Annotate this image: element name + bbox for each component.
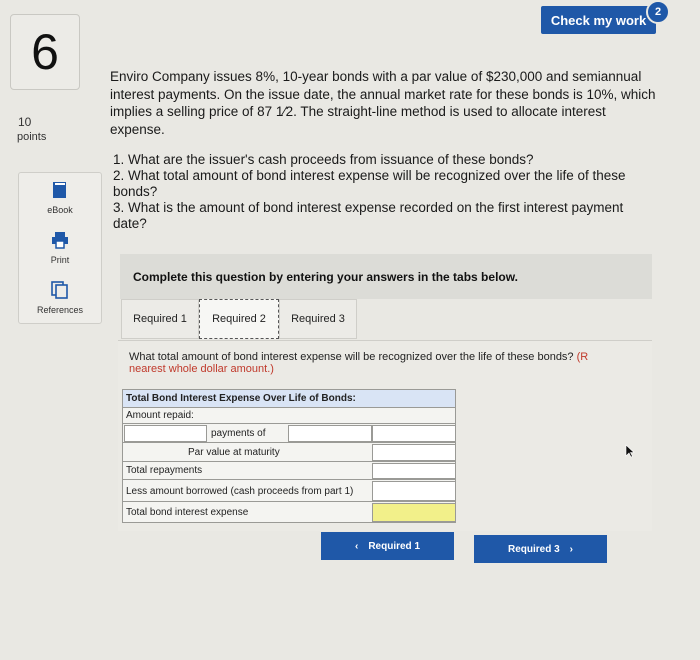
book-icon bbox=[19, 181, 101, 201]
payments-count-input[interactable] bbox=[124, 425, 207, 442]
question-list bbox=[113, 152, 658, 232]
points-value: 10 bbox=[18, 115, 32, 129]
mouse-pointer-icon bbox=[625, 444, 635, 461]
ebook-label: eBook bbox=[47, 205, 73, 215]
payments-total-input[interactable] bbox=[372, 425, 456, 442]
table-row bbox=[122, 501, 456, 523]
prompt-instruction: (R bbox=[576, 351, 589, 363]
table-row bbox=[122, 461, 456, 480]
amount-repaid-label: Amount repaid: bbox=[126, 410, 194, 421]
print-label: Print bbox=[50, 255, 70, 265]
tab-bar bbox=[118, 299, 652, 341]
printer-icon bbox=[19, 231, 101, 251]
print-tool[interactable] bbox=[19, 231, 101, 265]
less-borrowed-input[interactable] bbox=[372, 481, 456, 501]
points-label: points bbox=[17, 131, 47, 143]
par-value-label: Par value at maturity bbox=[188, 447, 280, 458]
tools-panel bbox=[18, 172, 102, 324]
question-prompt bbox=[129, 351, 654, 375]
payments-of-label: payments of bbox=[211, 428, 266, 439]
next-label: Required 3 bbox=[507, 543, 560, 555]
table-row bbox=[122, 407, 456, 424]
references-label: References bbox=[36, 305, 84, 315]
par-value-input[interactable] bbox=[372, 444, 456, 461]
bond-interest-table bbox=[122, 389, 456, 525]
less-borrowed-label: Less amount borrowed (cash proceeds from part 1) bbox=[126, 486, 354, 497]
check-attempts-badge: 2 bbox=[646, 0, 670, 24]
chevron-left-icon: ‹ bbox=[354, 540, 359, 552]
prompt-text: What total amount of bond interest expense will be recognized over the life of these bonds? bbox=[129, 351, 577, 363]
table-row bbox=[122, 442, 456, 462]
prompt-instruction-line2: nearest whole dollar amount.) bbox=[129, 363, 274, 375]
payment-amount-input[interactable] bbox=[288, 425, 372, 442]
question-number: 6 bbox=[10, 14, 80, 90]
table-title: Total Bond Interest Expense Over Life of Bonds: bbox=[126, 393, 356, 404]
ebook-tool[interactable] bbox=[19, 181, 101, 215]
next-required-3-button[interactable] bbox=[474, 535, 607, 563]
total-repayments-input[interactable] bbox=[372, 463, 456, 479]
prev-required-1-button[interactable] bbox=[321, 532, 454, 560]
table-row bbox=[122, 423, 456, 443]
total-expense-input[interactable] bbox=[372, 503, 456, 522]
problem-statement: Enviro Company issues 8%, 10-year bonds with a par value of $230,000 and semiannual interest payments. On the issue date, the annual market rate for these bonds is 10%, which implies a selling price of 87 1⁄2. The straight-line method is used to allocate interest expense. bbox=[110, 69, 656, 137]
references-icon bbox=[19, 281, 101, 301]
check-my-work-button[interactable]: Check my work bbox=[541, 6, 656, 34]
question-2: 2. What total amount of bond interest expense will be recognized over the life of these bonds? bbox=[113, 168, 626, 199]
tab-required-1[interactable]: Required 1 bbox=[121, 299, 199, 339]
question-3: 3. What is the amount of bond interest expense recorded on the first interest payment date? bbox=[113, 200, 624, 231]
tab-required-3[interactable]: Required 3 bbox=[279, 299, 357, 339]
tab-required-2[interactable]: Required 2 bbox=[199, 299, 279, 339]
prev-label: Required 1 bbox=[368, 540, 421, 552]
chevron-right-icon: › bbox=[569, 543, 574, 555]
question-1: 1. What are the issuer's cash proceeds from issuance of these bonds? bbox=[113, 152, 534, 167]
table-row bbox=[122, 479, 456, 502]
total-expense-label: Total bond interest expense bbox=[126, 507, 249, 518]
total-repayments-label: Total repayments bbox=[126, 465, 203, 476]
references-tool[interactable] bbox=[19, 281, 101, 315]
table-header-row bbox=[122, 389, 456, 408]
instructions-banner: Complete this question by entering your answers in the tabs below. bbox=[120, 254, 652, 299]
